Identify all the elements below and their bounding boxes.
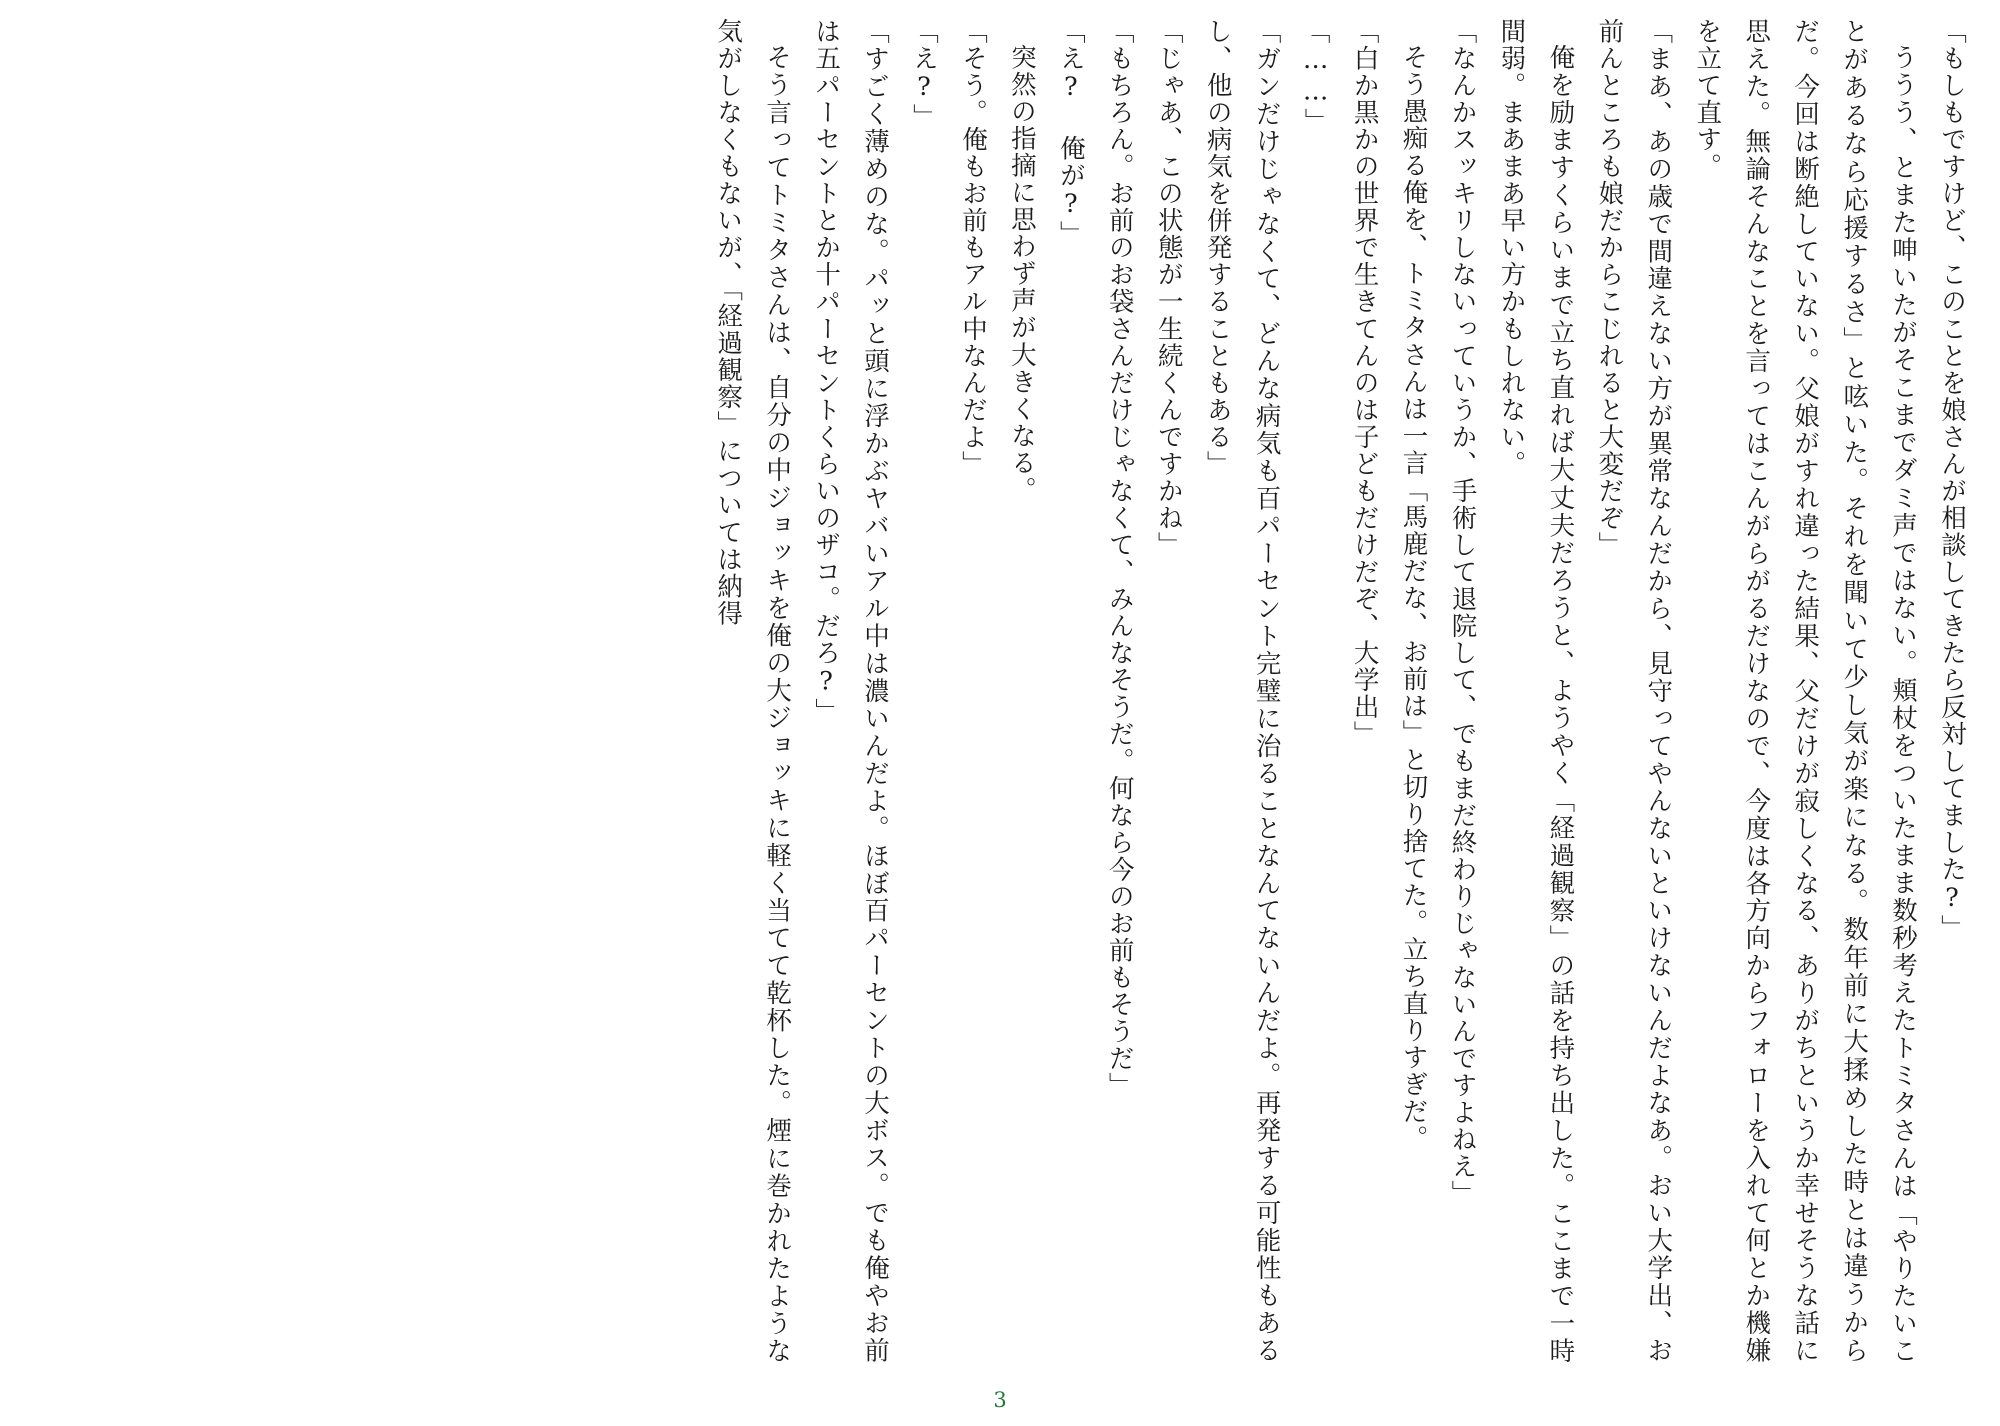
paragraph: 「まあ、あの歳で間違えない方が異常なんだから、見守ってやんないといけないんだよなあ。おい大学出、お前んところも娘だからこじれると大変だぞ」 [1594,18,1674,1364]
paragraph: 「ガンだけじゃなくて、どんな病気も百パーセント完璧に治ることなんてないんだよ。再発する可能性もあるし、他の病気を併発することもある」 [1202,18,1282,1364]
vertical-text-body [24,18,1976,1364]
paragraph: 「……」 [1300,18,1331,136]
paragraph: 「え?」 [908,18,939,131]
paragraph: 俺を励ますくらいまで立ち直れば大丈夫だろうと、ようやく「経過観察」の話を持ち出した。ここまで一時間弱。まあまあ早い方かもしれない。 [1496,18,1576,1364]
paragraph: 突然の指摘に思わず声が大きくなる。 [1006,43,1037,504]
paragraph: 「もしもですけど、このことを娘さんが相談してきたら反対してました?」 [1937,18,1967,942]
paragraph: 「え? 俺が?」 [1055,18,1086,248]
paragraph: 「なんかスッキリしないっていうか、手術して退院して、でもまだ終わりじゃないんですよねえ」 [1447,18,1478,1208]
paragraph: 「もちろん。お前のお袋さんだけじゃなくて、みんなそうだ。何なら今のお前もそうだ」 [1104,18,1135,1100]
paragraph: 「白か黒かの世界で生きてんのは子どもだけだぞ、大学出」 [1349,18,1380,748]
paragraph: そう言ってトミタさんは、自分の中ジョッキを俺の大ジョッキに軽く当てて乾杯した。煙に巻かれたような気がしなくもないが、「経過観察」については納得 [713,18,793,1364]
paragraph: ううう、とまた呻いたがそこまでダミ声ではない。頬杖をついたまま数秒考えたトミタさんは「やりたいことがあるなら応援するさ」と呟いた。それを聞いて少し気が楽になる。数年前に大揉めした時とは違うからだ。今回は断絶していない。父娘がすれ違った結果、父だけが寂しくなる、ありがちというか幸せそうな話に思えた。無論そんなことを言ってはこんがらがるだけなので、今度は各方向からフォローを入れて何とか機嫌を立て直す。 [1692,18,1919,1364]
page-number: 3 [993,1388,1007,1412]
paragraph: 「じゃあ、この状態が一生続くんですかね」 [1153,18,1184,559]
paragraph: 「そう。俺もお前もアル中なんだよ」 [957,18,988,478]
paragraph: 「すごく薄めのな。パッと頭に浮かぶヤバいアル中は濃いんだよ。ほぼ百パーセントの大ボス。でも俺やお前は五パーセントとか十パーセントくらいのザコ。だろ?」 [811,18,891,1364]
paragraph: そう愚痴る俺を、トミタさんは一言「馬鹿だな、お前は」と切り捨てた。立ち直りすぎだ。 [1398,43,1429,1152]
